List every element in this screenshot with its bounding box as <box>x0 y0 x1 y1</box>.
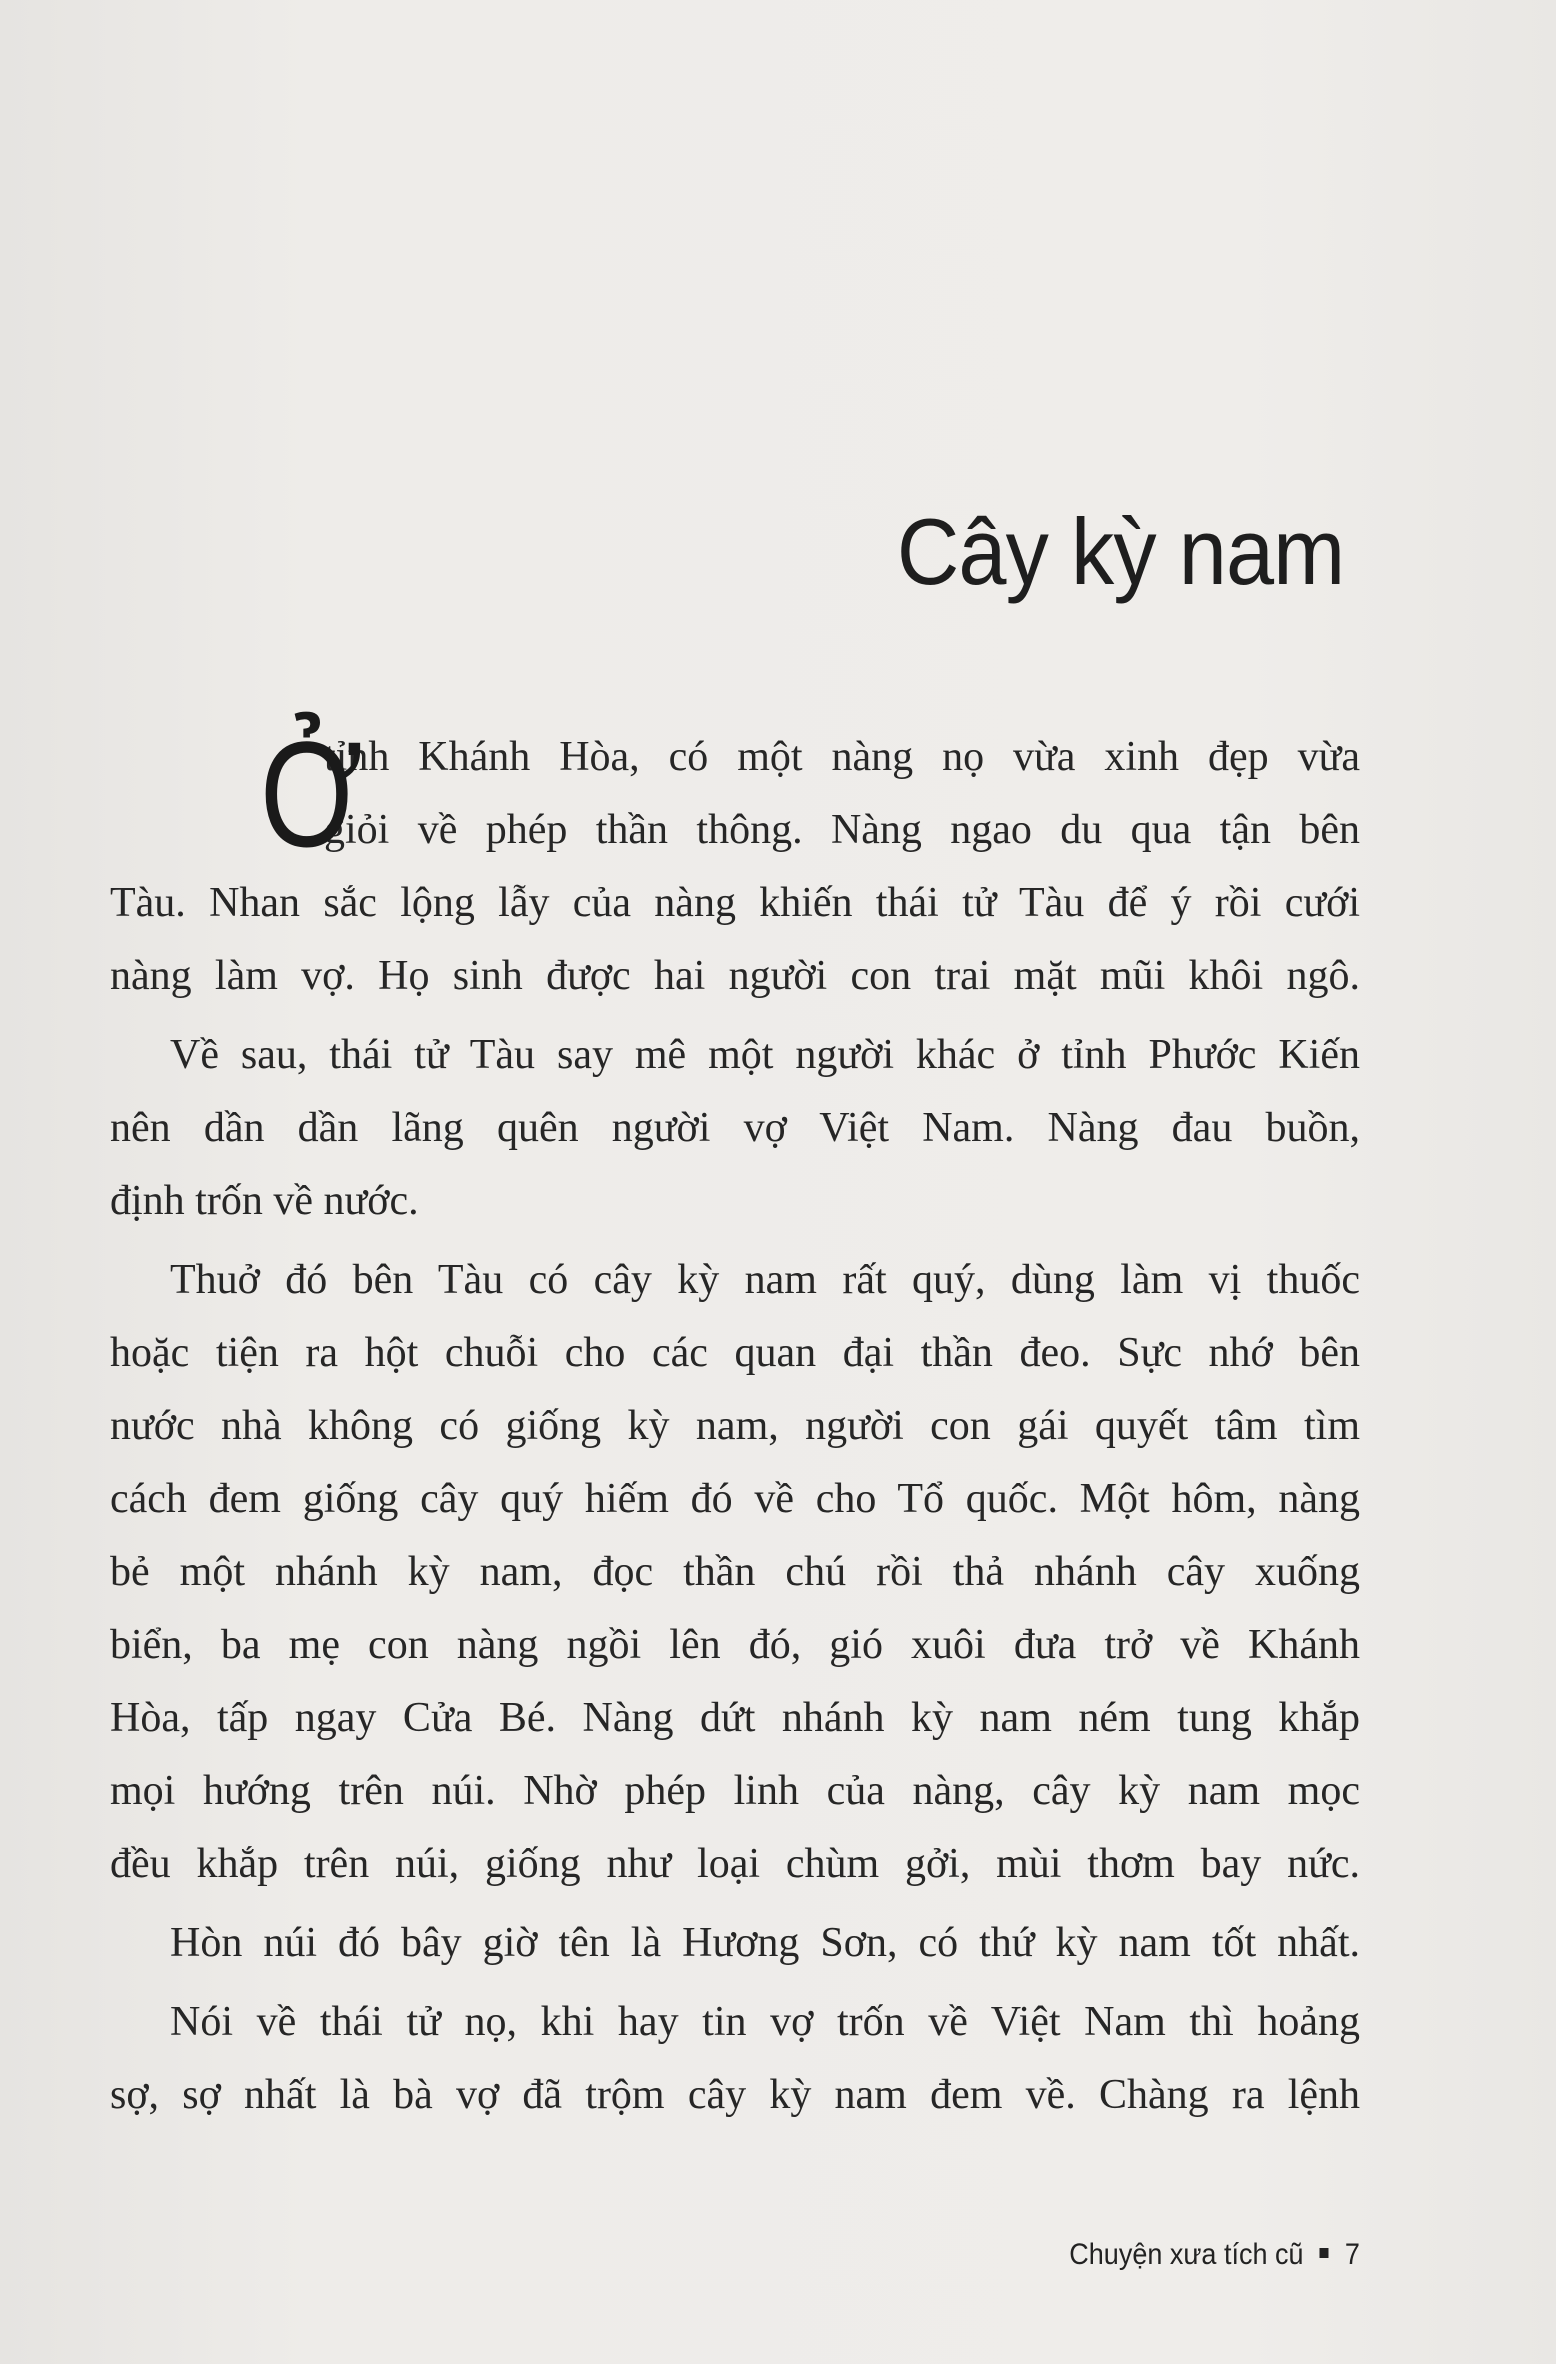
drop-cap: Ở <box>260 710 363 878</box>
text-line: sợ, sợ nhất là bà vợ đã trộm cây kỳ nam đem về. Chàng ra lệnh <box>110 2072 1360 2118</box>
body-text <box>110 710 1360 2132</box>
paragraph <box>110 1244 1360 1901</box>
text-line: Hòa, tấp ngay Cửa Bé. Nàng dứt nhánh kỳ nam ném tung khắp <box>110 1695 1360 1741</box>
text-line: Hòn núi đó bây giờ tên là Hương Sơn, có thứ kỳ nam tốt nhất. <box>170 1920 1360 1966</box>
paragraph <box>110 1019 1360 1238</box>
paragraph <box>110 1986 1360 2132</box>
text-line: Nói về thái tử nọ, khi hay tin vợ trốn về Việt Nam thì hoảng <box>170 1999 1360 2045</box>
text-line: Về sau, thái tử Tàu say mê một người khác ở tỉnh Phước Kiến <box>170 1032 1360 1078</box>
text-line: đều khắp trên núi, giống như loại chùm gởi, mùi thơm bay nức. <box>110 1841 1360 1887</box>
text-line: nên dần dần lãng quên người vợ Việt Nam. Nàng đau buồn, <box>110 1105 1360 1151</box>
text-line: hoặc tiện ra hột chuỗi cho các quan đại thần đeo. Sực nhớ bên <box>110 1330 1360 1376</box>
page-footer <box>1069 2238 1360 2272</box>
text-line: Thuở đó bên Tàu có cây kỳ nam rất quý, dùng làm vị thuốc <box>170 1257 1360 1303</box>
text-line: định trốn về nước. <box>110 1178 419 1224</box>
text-line: bẻ một nhánh kỳ nam, đọc thần chú rồi thả nhánh cây xuống <box>110 1549 1360 1595</box>
paragraph <box>110 710 1360 1013</box>
text-line: nước nhà không có giống kỳ nam, người con gái quyết tâm tìm <box>110 1403 1360 1449</box>
text-line: giỏi về phép thần thông. Nàng ngao du qua tận bên <box>324 807 1360 853</box>
page-number: 7 <box>1344 2238 1360 2271</box>
text-line: nàng làm vợ. Họ sinh được hai người con trai mặt mũi khôi ngô. <box>110 953 1360 999</box>
text-line: tỉnh Khánh Hòa, có một nàng nọ vừa xinh đẹp vừa <box>324 734 1360 780</box>
text-line: cách đem giống cây quý hiếm đó về cho Tổ quốc. Một hôm, nàng <box>110 1476 1360 1522</box>
bullet-separator-icon <box>1320 2248 1329 2258</box>
paragraph <box>110 1907 1360 1980</box>
text-line: mọi hướng trên núi. Nhờ phép linh của nàng, cây kỳ nam mọc <box>110 1768 1360 1814</box>
running-title: Chuyện xưa tích cũ <box>1069 2238 1304 2271</box>
text-line: Tàu. Nhan sắc lộng lẫy của nàng khiến thái tử Tàu để ý rồi cưới <box>110 880 1360 926</box>
chapter-title: Cây kỳ nam <box>896 499 1344 604</box>
text-line: biển, ba mẹ con nàng ngồi lên đó, gió xuôi đưa trở về Khánh <box>110 1622 1360 1668</box>
